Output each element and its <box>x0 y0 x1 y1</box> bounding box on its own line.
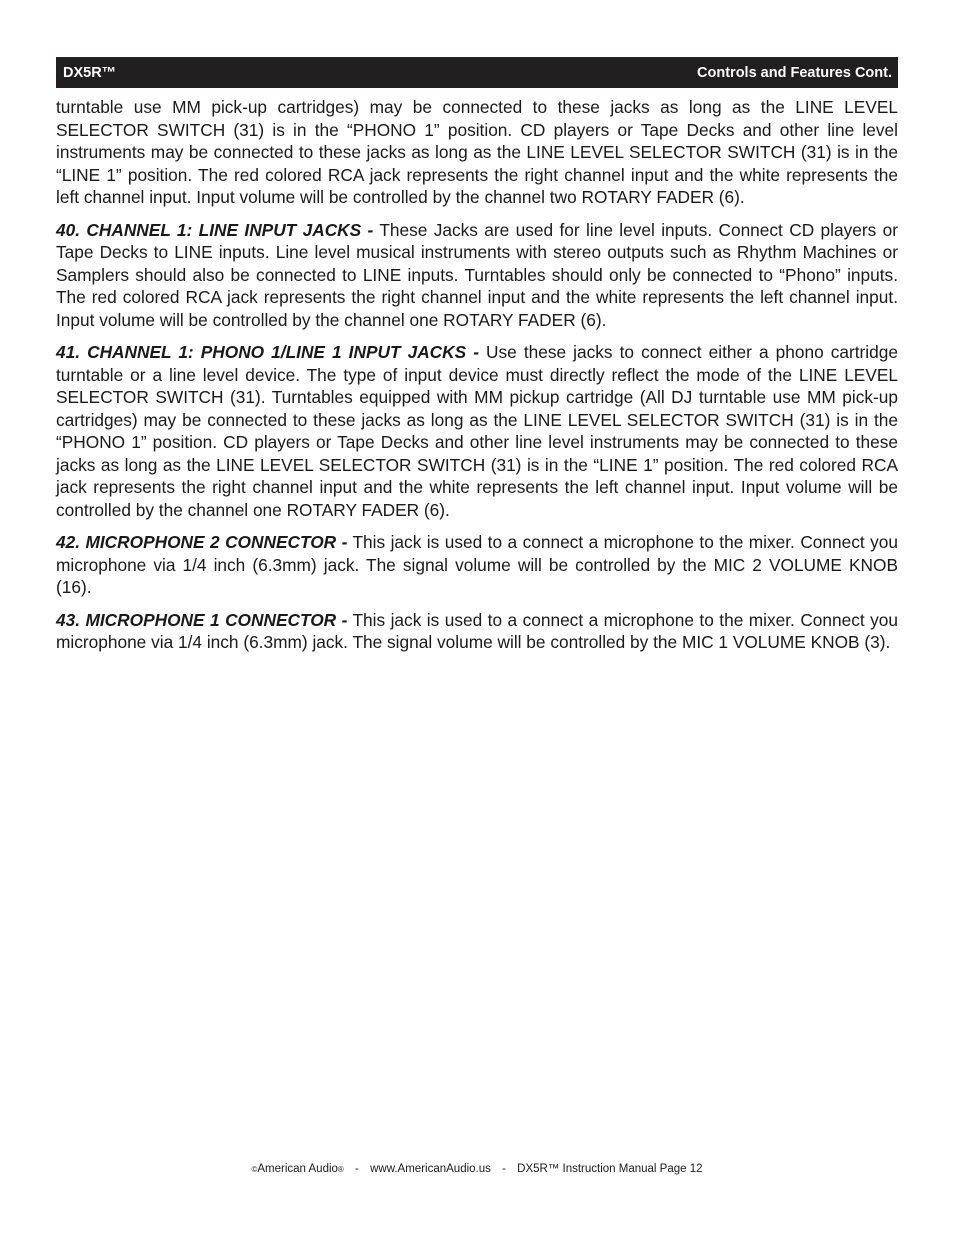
registered-symbol: ® <box>337 1165 344 1174</box>
paragraph-text: Use these jacks to connect either a phono cartridge turntable or a line level device. The type of input device must directly reflect the mode of the LINE LEVEL SELECTOR SWITCH (31). Turntables equipped with MM pickup cartridge (All DJ turntable use MM pick-up cartridges) may be connected to these jacks as long as the LINE LEVEL SELECTOR SWITCH (31) is in the “PHONO 1” position. CD players or Tape Decks and other line level instruments may be connected to these jacks as long as the LINE LEVEL SELECTOR SWITCH (31) is in the “LINE 1” position. The red colored RCA jack represents the right channel input and the white represents the left channel input. Input volume will be controlled by the channel one ROTARY FADER (6). <box>56 342 898 520</box>
copyright-symbol: © <box>251 1165 258 1174</box>
paragraph-item-40 <box>56 219 898 332</box>
paragraph-heading: 43. MICROPHONE 1 CONNECTOR - <box>56 609 348 630</box>
paragraph-item-42 <box>56 531 898 599</box>
footer-company: American Audio <box>257 1163 338 1175</box>
page-footer <box>0 1163 954 1175</box>
paragraph-text: These Jacks are used for line level inputs. Connect CD players or Tape Decks to LINE inputs. Line level musical instruments with stereo outputs such as Rhythm Machines or Samplers should also be connected to LINE inputs. Turntables should only be connected to “Phono” inputs. The red colored RCA jack represents the right channel input and the white represents the left channel input. Input volume will be controlled by the channel one ROTARY FADER (6). <box>56 219 898 330</box>
footer-separator: - <box>502 1163 506 1175</box>
page-header-bar <box>56 57 898 88</box>
paragraph-item-43 <box>56 609 898 654</box>
footer-website: www.AmericanAudio.us <box>370 1163 491 1175</box>
footer-manual-page: DX5R™ Instruction Manual Page 12 <box>517 1163 703 1175</box>
section-title: Controls and Features Cont. <box>697 64 892 81</box>
footer-separator: - <box>355 1163 359 1175</box>
paragraph-item-41 <box>56 341 898 521</box>
paragraph-text: turntable use MM pick-up cartridges) may be connected to these jacks as long as the LINE LEVEL SELECTOR SWITCH (31) is in the “PHONO 1” position. CD players or Tape Decks and other line level instruments may be connected to these jacks as long as the LINE LEVEL SELECTOR SWITCH (31) is in the “LINE 1” position. The red colored RCA jack represents the right channel input and the white represents the left channel input. Input volume will be controlled by the channel two ROTARY FADER (6). <box>56 97 898 207</box>
paragraph-heading: 41. CHANNEL 1: PHONO 1/LINE 1 INPUT JACKS - <box>56 342 479 362</box>
product-name: DX5R™ <box>63 64 117 81</box>
paragraph-heading: 40. CHANNEL 1: LINE INPUT JACKS - <box>56 219 374 240</box>
paragraph-text: This jack is used to a connect a microphone to the mixer. Connect you microphone via 1/4 inch (6.3mm) jack. The signal volume will be controlled by the MIC 1 VOLUME KNOB (3). <box>56 609 899 652</box>
document-body <box>56 96 898 664</box>
paragraph-text: This jack is used to a connect a microphone to the mixer. Connect you microphone via 1/4 inch (6.3mm) jack. The signal volume will be controlled by the MIC 2 VOLUME KNOB (16). <box>56 532 899 597</box>
paragraph-continuation <box>56 96 898 209</box>
paragraph-heading: 42. MICROPHONE 2 CONNECTOR - <box>56 532 348 552</box>
